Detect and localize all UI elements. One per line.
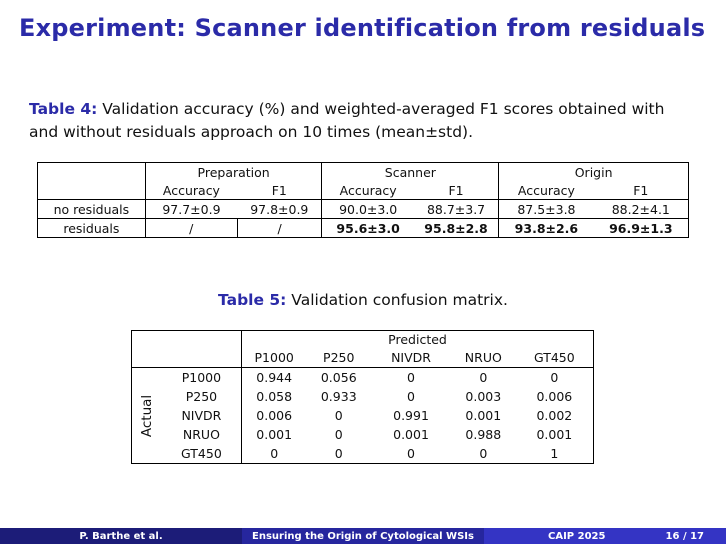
footer-page-number: 16 / 17	[665, 530, 704, 542]
column-header: GT450	[516, 348, 594, 368]
table-cell: 0.003	[465, 389, 502, 404]
subheader: Accuracy	[517, 182, 575, 198]
slide-title: Experiment: Scanner identification from residuals	[19, 14, 706, 42]
table4-label: Table 4:	[29, 100, 98, 118]
footer-author: P. Barthe et al.	[0, 528, 242, 544]
table-cell: 97.7±0.9	[162, 201, 221, 217]
footer-talk-title: Ensuring the Origin of Cytological WSIs	[242, 528, 484, 544]
table-cell: /	[145, 219, 237, 238]
table-row	[132, 387, 594, 406]
table-row	[132, 406, 594, 425]
table-cell: 0.001	[465, 408, 502, 423]
table-row	[132, 425, 594, 444]
table-cell: 93.8±2.6	[514, 220, 579, 236]
table-cell: 0	[407, 370, 415, 385]
footer-conference: CAIP 2025	[548, 530, 606, 542]
group-header: Origin	[499, 163, 689, 182]
table-cell: 96.9±1.3	[594, 219, 689, 238]
row-label: P1000	[162, 368, 242, 388]
confusion-matrix	[131, 330, 594, 464]
table-cell: 0.056	[320, 370, 357, 385]
table5-label: Table 5:	[218, 291, 287, 309]
corner-cell	[132, 331, 242, 368]
table-cell: 88.7±3.7	[414, 200, 499, 219]
table-cell: 0	[270, 446, 279, 461]
table-cell: 0	[334, 446, 343, 461]
table-cell: 0.001	[256, 427, 293, 442]
table-cell: 0.944	[256, 370, 293, 385]
table-cell: 0.991	[393, 408, 429, 423]
column-header: NRUO	[464, 350, 502, 365]
table-cell: 0.001	[516, 425, 594, 444]
table-cell: 0	[516, 368, 594, 388]
table4-caption	[29, 98, 689, 144]
row-label: NRUO	[162, 425, 242, 444]
subheader: Accuracy	[162, 182, 220, 198]
table-cell: 0.006	[516, 387, 594, 406]
table-cell: 87.5±3.8	[517, 201, 576, 217]
table-cell: 0.933	[320, 389, 357, 404]
row-label: GT450	[162, 444, 242, 464]
subheader: F1	[237, 181, 322, 200]
actual-header	[132, 368, 162, 464]
table-row	[38, 200, 689, 219]
table-cell: 0.988	[465, 427, 502, 442]
row-label: P250	[162, 387, 242, 406]
actual-label: Actual	[138, 394, 155, 437]
predicted-header: Predicted	[242, 331, 594, 349]
column-header: P250	[323, 350, 355, 365]
table-row	[132, 444, 594, 464]
table-cell: 0	[479, 370, 488, 385]
table5-caption-text: Validation confusion matrix.	[286, 291, 508, 309]
table-cell: 0.002	[516, 406, 594, 425]
table5-caption	[0, 291, 726, 309]
table-row	[132, 368, 594, 388]
table-cell: 90.0±3.0	[339, 201, 398, 217]
row-label: residuals	[38, 219, 146, 238]
table-cell: 95.6±3.0	[336, 220, 400, 236]
subheader: F1	[414, 181, 499, 200]
table-row	[38, 219, 689, 238]
group-header: Preparation	[145, 163, 322, 182]
footer-right	[484, 528, 726, 544]
group-header: Scanner	[322, 163, 499, 182]
corner-cell	[38, 163, 146, 200]
column-header: P1000	[254, 350, 294, 365]
table-cell: 95.8±2.8	[414, 219, 499, 238]
table4-caption-text: Validation accuracy (%) and weighted-averaged F1 scores obtained with and without residuals approach on 10 times (mean±std).	[29, 100, 665, 141]
subheader: Accuracy	[339, 182, 397, 198]
table-cell: 0.058	[256, 389, 293, 404]
table-cell: 0	[479, 446, 488, 461]
column-header: NIVDR	[391, 350, 431, 365]
slide-footer	[0, 528, 726, 544]
table-cell: 1	[516, 444, 594, 464]
accuracy-table	[37, 162, 689, 238]
table-cell: 0.001	[393, 427, 429, 442]
table-cell: 0	[407, 446, 415, 461]
table-cell: 88.2±4.1	[594, 200, 689, 219]
table-cell: 97.8±0.9	[237, 200, 322, 219]
table-cell: 0.006	[256, 408, 293, 423]
row-label: NIVDR	[162, 406, 242, 425]
table-cell: 0	[334, 408, 343, 423]
table-cell: /	[237, 219, 322, 238]
subheader: F1	[594, 181, 689, 200]
row-label: no residuals	[38, 200, 146, 219]
table-cell: 0	[407, 389, 415, 404]
table-cell: 0	[334, 427, 343, 442]
